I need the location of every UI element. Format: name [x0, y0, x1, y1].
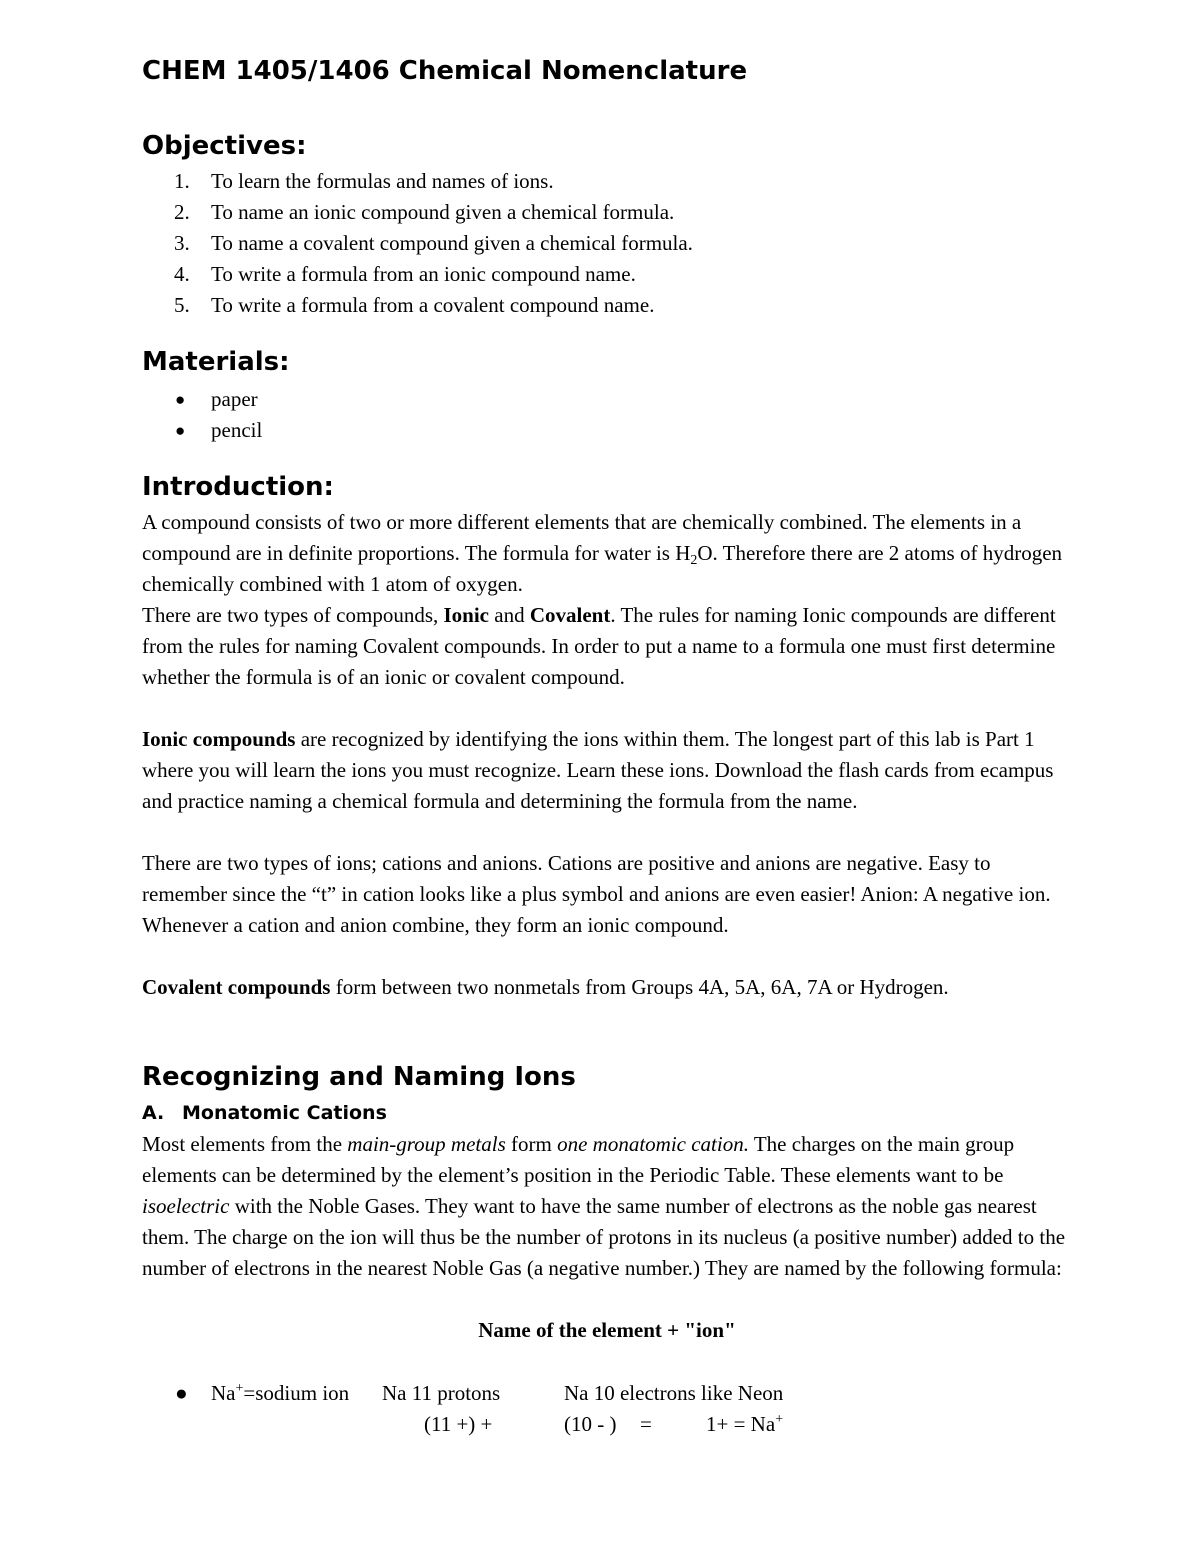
list-item: 1. To learn the formulas and names of ions.	[174, 169, 554, 193]
list-item: ● paper	[142, 384, 262, 415]
list-item: 3. To name a covalent compound given a chemical formula.	[174, 231, 693, 255]
intro-paragraph-1: A compound consists of two or more different elements that are chemically combined. The elements in a compound are in definite proportions. The formula for water is $H_2O$. Therefore there are 2 atoms of hydrogen chemically combined with 1 atom of oxygen.	[142, 510, 1063, 596]
list-item: ● pencil	[142, 415, 262, 446]
example-calc-equals: =	[640, 1412, 652, 1436]
ions-body	[142, 1129, 1072, 1284]
list-item: 2. To name an ionic compound given a chemical formula.	[174, 200, 675, 224]
bullet-icon: ●	[175, 390, 186, 409]
example-electrons: Na 10 electrons like Neon	[564, 1381, 784, 1405]
naming-formula: Name of the element + "ion"	[478, 1318, 736, 1342]
introduction-heading: Introduction:	[142, 472, 334, 502]
example-calc-electrons: (10 - )	[564, 1412, 617, 1436]
section-a-heading: A. Monatomic Cations	[142, 1102, 387, 1124]
objectives-heading: Objectives:	[142, 131, 307, 161]
list-item: 4. To write a formula from an ionic compound name.	[174, 262, 636, 286]
example-calc-protons: (11 +) +	[424, 1412, 493, 1436]
ions-heading: Recognizing and Naming Ions	[142, 1062, 576, 1092]
document-title: CHEM 1405/1406 Chemical Nomenclature	[142, 56, 748, 86]
intro-paragraph-2: There are two types of compounds, Ionic and Covalent. The rules for naming Ionic compounds are different from the rules for naming Covalent compounds. In order to put a name to a formula one must first determine whether the formula is of an ionic or covalent compound.	[142, 603, 1056, 689]
bullet-icon: ●	[175, 421, 186, 440]
example-sodium-ion: Na+=sodium ion	[211, 1381, 350, 1405]
example-calc-result: 1+ = Na+	[706, 1412, 784, 1436]
example-protons: Na 11 protons	[382, 1381, 501, 1405]
materials-heading: Materials:	[142, 347, 290, 377]
intro-paragraph-4: There are two types of ions; cations and anions. Cations are positive and anions are negative. Easy to remember since the “t” in cation looks like a plus symbol and anions are even easier! Anion: A negative ion. Whenever a cation and anion combine, they form an ionic compound.	[142, 851, 1051, 937]
list-item: 5. To write a formula from a covalent compound name.	[174, 293, 655, 317]
intro-paragraph-3: Ionic compounds are recognized by identifying the ions within them. The longest part of this lab is Part 1 where you will learn the ions you must recognize. Learn these ions. Download the flash cards from ecampus and practice naming a chemical formula and determining the formula from the name.	[142, 727, 1054, 813]
materials-list	[142, 384, 262, 446]
introduction-body	[142, 507, 1072, 1003]
objectives-list	[142, 166, 693, 321]
intro-paragraph-5: Covalent compounds form between two nonmetals from Groups 4A, 5A, 6A, 7A or Hydrogen.	[142, 975, 949, 999]
example-bullet-icon: ●	[175, 1381, 188, 1405]
ions-paragraph-1: Most elements from the main-group metals form one monatomic cation. The charges on the main group elements can be determined by the element’s position in the Periodic Table. These elements want to be isoelectric with the Noble Gases. They want to have the same number of electrons as the noble gas nearest them. The charge on the ion will thus be the number of protons in its nucleus (a positive number) added to the number of electrons in the nearest Noble Gas (a negative number.) They are named by the following formula:	[142, 1132, 1066, 1280]
